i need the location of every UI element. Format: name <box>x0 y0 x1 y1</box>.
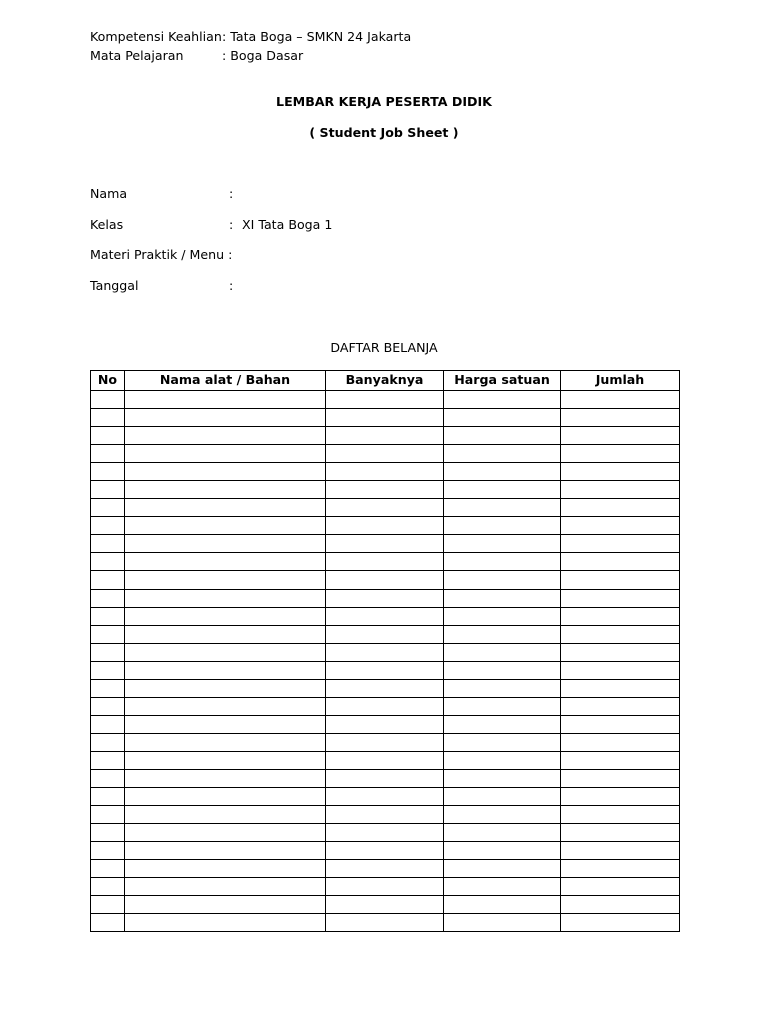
cell-item-name <box>125 571 326 589</box>
cell-no <box>91 715 125 733</box>
column-header-unit-price: Harga satuan <box>444 371 561 391</box>
cell-total <box>561 571 680 589</box>
cell-total <box>561 409 680 427</box>
cell-total <box>561 788 680 806</box>
cell-total <box>561 643 680 661</box>
cell-no <box>91 914 125 932</box>
cell-total <box>561 445 680 463</box>
cell-total <box>561 914 680 932</box>
cell-unit-price <box>444 571 561 589</box>
table-row <box>91 788 680 806</box>
date-colon: : <box>229 278 234 293</box>
cell-unit-price <box>444 499 561 517</box>
cell-quantity <box>326 679 444 697</box>
cell-item-name <box>125 679 326 697</box>
cell-item-name <box>125 661 326 679</box>
table-row <box>91 769 680 787</box>
cell-quantity <box>326 391 444 409</box>
cell-total <box>561 824 680 842</box>
cell-quantity <box>326 535 444 553</box>
table-row <box>91 445 680 463</box>
cell-unit-price <box>444 842 561 860</box>
cell-item-name <box>125 788 326 806</box>
cell-item-name <box>125 860 326 878</box>
competence-label: Kompetensi Keahlian <box>90 29 222 44</box>
cell-no <box>91 896 125 914</box>
cell-item-name <box>125 535 326 553</box>
table-row <box>91 589 680 607</box>
cell-item-name <box>125 499 326 517</box>
table-row <box>91 860 680 878</box>
cell-no <box>91 409 125 427</box>
cell-total <box>561 806 680 824</box>
cell-item-name <box>125 733 326 751</box>
cell-total <box>561 769 680 787</box>
cell-no <box>91 607 125 625</box>
column-header-item-name: Nama alat / Bahan <box>125 371 326 391</box>
table-row <box>91 499 680 517</box>
cell-quantity <box>326 751 444 769</box>
table-row <box>91 806 680 824</box>
table-row <box>91 535 680 553</box>
table-row <box>91 481 680 499</box>
cell-item-name <box>125 697 326 715</box>
cell-item-name <box>125 751 326 769</box>
cell-unit-price <box>444 896 561 914</box>
cell-total <box>561 697 680 715</box>
table-header-row <box>91 371 680 391</box>
cell-total <box>561 625 680 643</box>
cell-unit-price <box>444 769 561 787</box>
cell-unit-price <box>444 643 561 661</box>
cell-total <box>561 896 680 914</box>
cell-item-name <box>125 391 326 409</box>
table-row <box>91 463 680 481</box>
cell-no <box>91 589 125 607</box>
cell-no <box>91 463 125 481</box>
cell-total <box>561 517 680 535</box>
cell-item-name <box>125 427 326 445</box>
cell-quantity <box>326 571 444 589</box>
cell-unit-price <box>444 806 561 824</box>
cell-no <box>91 481 125 499</box>
cell-quantity <box>326 643 444 661</box>
cell-item-name <box>125 914 326 932</box>
cell-unit-price <box>444 391 561 409</box>
cell-total <box>561 715 680 733</box>
table-row <box>91 391 680 409</box>
cell-unit-price <box>444 517 561 535</box>
shopping-list-heading: DAFTAR BELANJA <box>330 340 438 355</box>
cell-total <box>561 607 680 625</box>
column-header-quantity: Banyaknya <box>326 371 444 391</box>
cell-item-name <box>125 715 326 733</box>
cell-unit-price <box>444 788 561 806</box>
cell-unit-price <box>444 914 561 932</box>
table-body <box>91 391 680 932</box>
cell-total <box>561 535 680 553</box>
cell-quantity <box>326 896 444 914</box>
cell-total <box>561 733 680 751</box>
cell-unit-price <box>444 463 561 481</box>
cell-unit-price <box>444 824 561 842</box>
cell-quantity <box>326 733 444 751</box>
column-header-no: No <box>91 371 125 391</box>
cell-quantity <box>326 463 444 481</box>
table-row <box>91 751 680 769</box>
table-row <box>91 661 680 679</box>
cell-item-name <box>125 806 326 824</box>
cell-item-name <box>125 878 326 896</box>
cell-unit-price <box>444 607 561 625</box>
table-row <box>91 517 680 535</box>
cell-total <box>561 391 680 409</box>
cell-total <box>561 427 680 445</box>
cell-unit-price <box>444 751 561 769</box>
cell-unit-price <box>444 409 561 427</box>
cell-no <box>91 697 125 715</box>
cell-total <box>561 842 680 860</box>
cell-total <box>561 553 680 571</box>
cell-quantity <box>326 499 444 517</box>
cell-unit-price <box>444 733 561 751</box>
competence-value: : Tata Boga – SMKN 24 Jakarta <box>222 29 412 44</box>
cell-quantity <box>326 625 444 643</box>
table-row <box>91 697 680 715</box>
cell-unit-price <box>444 445 561 463</box>
table-row <box>91 607 680 625</box>
document-title: LEMBAR KERJA PESERTA DIDIK <box>276 94 492 109</box>
name-label: Nama <box>90 186 128 201</box>
table-row <box>91 715 680 733</box>
cell-item-name <box>125 517 326 535</box>
cell-unit-price <box>444 553 561 571</box>
name-colon: : <box>229 186 234 201</box>
cell-quantity <box>326 607 444 625</box>
class-label: Kelas <box>90 217 124 232</box>
table-row <box>91 914 680 932</box>
cell-no <box>91 860 125 878</box>
table-row <box>91 553 680 571</box>
cell-total <box>561 878 680 896</box>
cell-unit-price <box>444 589 561 607</box>
cell-unit-price <box>444 535 561 553</box>
cell-unit-price <box>444 661 561 679</box>
cell-quantity <box>326 661 444 679</box>
cell-no <box>91 625 125 643</box>
cell-quantity <box>326 715 444 733</box>
cell-no <box>91 679 125 697</box>
table-row <box>91 824 680 842</box>
cell-quantity <box>326 409 444 427</box>
cell-quantity <box>326 914 444 932</box>
cell-quantity <box>326 481 444 499</box>
table-row <box>91 842 680 860</box>
cell-quantity <box>326 427 444 445</box>
cell-quantity <box>326 806 444 824</box>
date-label: Tanggal <box>90 278 139 293</box>
material-label: Materi Praktik / Menu : <box>90 247 233 262</box>
class-colon: : <box>229 217 234 232</box>
cell-unit-price <box>444 715 561 733</box>
cell-no <box>91 842 125 860</box>
cell-total <box>561 661 680 679</box>
cell-no <box>91 499 125 517</box>
cell-no <box>91 769 125 787</box>
cell-quantity <box>326 769 444 787</box>
cell-item-name <box>125 842 326 860</box>
cell-quantity <box>326 878 444 896</box>
cell-no <box>91 788 125 806</box>
cell-item-name <box>125 824 326 842</box>
cell-no <box>91 427 125 445</box>
cell-quantity <box>326 824 444 842</box>
column-header-total: Jumlah <box>561 371 680 391</box>
table-row <box>91 878 680 896</box>
cell-item-name <box>125 589 326 607</box>
table-row <box>91 625 680 643</box>
cell-unit-price <box>444 860 561 878</box>
cell-no <box>91 571 125 589</box>
cell-total <box>561 481 680 499</box>
cell-no <box>91 878 125 896</box>
cell-unit-price <box>444 878 561 896</box>
cell-unit-price <box>444 625 561 643</box>
cell-quantity <box>326 860 444 878</box>
cell-unit-price <box>444 427 561 445</box>
cell-no <box>91 643 125 661</box>
table-row <box>91 679 680 697</box>
cell-quantity <box>326 788 444 806</box>
cell-no <box>91 391 125 409</box>
subject-label: Mata Pelajaran <box>90 48 184 63</box>
cell-no <box>91 535 125 553</box>
cell-item-name <box>125 481 326 499</box>
document-subtitle: ( Student Job Sheet ) <box>309 125 459 140</box>
cell-item-name <box>125 445 326 463</box>
subject-value: : Boga Dasar <box>222 48 304 63</box>
cell-total <box>561 679 680 697</box>
cell-quantity <box>326 697 444 715</box>
cell-unit-price <box>444 697 561 715</box>
table-row <box>91 896 680 914</box>
cell-no <box>91 553 125 571</box>
cell-no <box>91 733 125 751</box>
cell-total <box>561 589 680 607</box>
cell-no <box>91 806 125 824</box>
cell-item-name <box>125 463 326 481</box>
table-row <box>91 409 680 427</box>
table-row <box>91 427 680 445</box>
cell-item-name <box>125 769 326 787</box>
table-row <box>91 571 680 589</box>
shopping-list-table <box>90 370 680 932</box>
cell-no <box>91 661 125 679</box>
cell-item-name <box>125 896 326 914</box>
cell-quantity <box>326 589 444 607</box>
cell-no <box>91 824 125 842</box>
class-value: XI Tata Boga 1 <box>242 217 333 232</box>
cell-quantity <box>326 842 444 860</box>
table-row <box>91 733 680 751</box>
cell-total <box>561 463 680 481</box>
cell-unit-price <box>444 679 561 697</box>
cell-no <box>91 517 125 535</box>
table-row <box>91 643 680 661</box>
cell-quantity <box>326 445 444 463</box>
cell-item-name <box>125 625 326 643</box>
cell-total <box>561 751 680 769</box>
cell-no <box>91 445 125 463</box>
cell-unit-price <box>444 481 561 499</box>
cell-quantity <box>326 517 444 535</box>
cell-item-name <box>125 553 326 571</box>
cell-item-name <box>125 607 326 625</box>
cell-item-name <box>125 409 326 427</box>
cell-item-name <box>125 643 326 661</box>
cell-total <box>561 860 680 878</box>
cell-total <box>561 499 680 517</box>
cell-quantity <box>326 553 444 571</box>
cell-no <box>91 751 125 769</box>
